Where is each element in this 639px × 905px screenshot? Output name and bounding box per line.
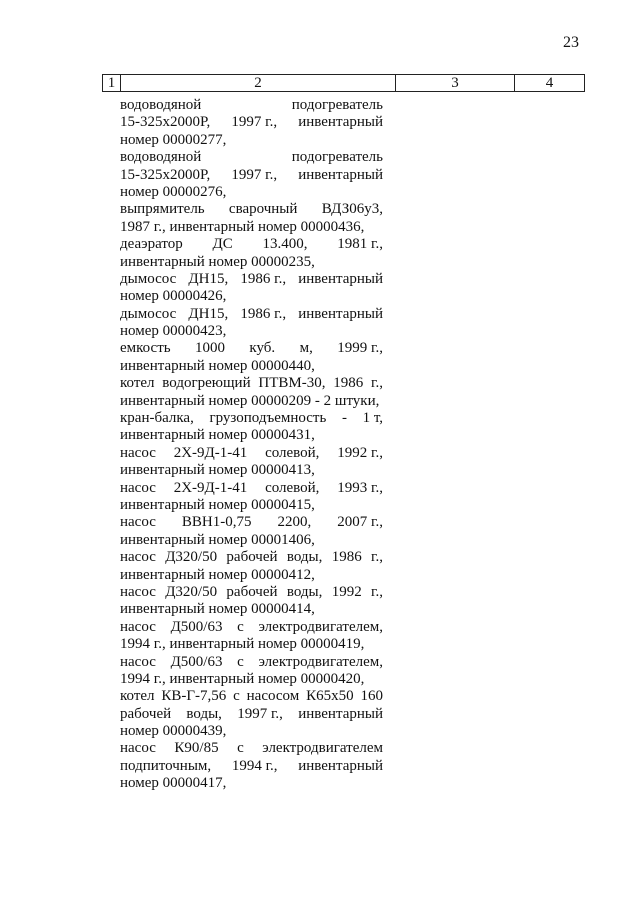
- text-word: с: [237, 740, 244, 757]
- text-word: 1992 г.,: [337, 444, 383, 461]
- text-word: 1992: [331, 583, 362, 600]
- text-word: насос: [120, 479, 156, 496]
- text-word: номер 00000426,: [120, 288, 227, 305]
- text-word: Д500/63: [170, 618, 223, 635]
- text-word: инвентарный номер 00001406,: [120, 531, 315, 548]
- text-word: 2200,: [277, 514, 312, 531]
- text-line: [120, 497, 383, 514]
- text-line: [120, 619, 383, 636]
- text-word: выпрямитель: [120, 201, 205, 218]
- text-line: [120, 236, 383, 253]
- text-word: рабочей: [226, 549, 278, 566]
- text-word: 1997 г.,: [231, 114, 278, 131]
- text-word: 1993 г.,: [337, 479, 383, 496]
- text-word: 13.400,: [262, 236, 308, 253]
- text-word: 1994 г., инвентарный номер 00000419,: [120, 636, 365, 653]
- column-header-1: 1: [103, 75, 121, 92]
- text-word: инвентарный: [298, 166, 383, 183]
- text-word: г.,: [371, 549, 383, 566]
- text-word: номер 00000439,: [120, 723, 227, 740]
- text-line: [120, 654, 383, 671]
- text-word: ПТВМ-30,: [258, 375, 326, 392]
- text-word: номер 00000277,: [120, 131, 227, 148]
- text-line: [120, 323, 383, 340]
- text-line: [120, 149, 383, 166]
- text-word: сварочный: [228, 201, 298, 218]
- text-line: [120, 584, 383, 601]
- text-word: солевой,: [265, 479, 320, 496]
- text-line: [120, 393, 383, 410]
- column-header-table: [102, 74, 585, 92]
- text-line: [120, 340, 383, 357]
- text-line: [120, 567, 383, 584]
- text-word: насос: [120, 444, 156, 461]
- text-word: насос: [120, 618, 156, 635]
- text-line: [120, 219, 383, 236]
- text-word: 1986: [333, 375, 364, 392]
- text-word: водоводяной: [120, 149, 202, 166]
- text-word: с: [237, 618, 244, 635]
- text-word: насос: [120, 583, 156, 600]
- text-line: [120, 97, 383, 114]
- text-word: К90/85: [174, 740, 219, 757]
- text-word: м,: [299, 340, 313, 357]
- text-word: номер 00000423,: [120, 323, 227, 340]
- text-word: котел: [120, 688, 155, 705]
- text-line: [120, 410, 383, 427]
- text-word: инвентарный номер 00000415,: [120, 496, 315, 513]
- text-word: ВВН1-0,75: [181, 514, 252, 531]
- text-word: рабочей: [226, 583, 278, 600]
- text-line: [120, 306, 383, 323]
- text-word: подогреватель: [291, 97, 383, 113]
- text-word: насос: [120, 549, 156, 566]
- text-word: 1997 г.,: [231, 166, 278, 183]
- text-word: 15-325х2000Р,: [120, 114, 211, 131]
- text-line: [120, 601, 383, 618]
- text-line: [120, 184, 383, 201]
- text-line: [120, 462, 383, 479]
- text-word: г.,: [371, 583, 383, 600]
- text-line: [120, 288, 383, 305]
- text-word: водоводяной: [120, 97, 202, 113]
- text-word: водогреющий: [162, 375, 251, 392]
- text-word: 2Х-9Д-1-41: [173, 479, 248, 496]
- text-word: дымосос: [120, 270, 177, 287]
- text-line: [120, 254, 383, 271]
- text-word: деаэратор: [120, 236, 183, 253]
- text-word: г.,: [371, 375, 383, 392]
- text-line: [120, 201, 383, 218]
- text-line: [120, 271, 383, 288]
- text-word: ДН15,: [188, 270, 229, 287]
- column-header-2: 2: [121, 75, 396, 92]
- property-list-text: [120, 97, 383, 793]
- text-word: инвентарный номер 00000413,: [120, 462, 315, 479]
- text-word: инвентарный номер 00000209 - 2 штуки,: [120, 392, 380, 409]
- text-word: инвентарный: [298, 305, 383, 322]
- text-word: 1986 г.,: [240, 305, 287, 322]
- text-word: инвентарный номер 00000235,: [120, 253, 315, 270]
- text-word: куб.: [249, 340, 276, 357]
- page-number: 23: [563, 34, 579, 51]
- text-word: 1994 г., инвентарный номер 00000420,: [120, 670, 365, 687]
- text-word: 1999 г.,: [337, 340, 383, 357]
- text-line: [120, 445, 383, 462]
- text-word: 2Х-9Д-1-41: [173, 444, 248, 461]
- text-word: рабочей: [120, 705, 172, 722]
- text-line: [120, 427, 383, 444]
- column-header-row: [103, 75, 585, 92]
- text-word: 2007 г.,: [337, 514, 383, 531]
- text-line: [120, 636, 383, 653]
- text-word: Д320/50: [165, 549, 218, 566]
- text-word: подпиточным,: [120, 757, 212, 774]
- text-word: инвентарный: [298, 705, 383, 722]
- text-word: насос: [120, 653, 156, 670]
- text-line: [120, 723, 383, 740]
- text-word: 1987 г., инвентарный номер 00000436,: [120, 218, 365, 235]
- text-word: КВ-Г-7,56: [161, 688, 227, 705]
- text-word: инвентарный номер 00000412,: [120, 566, 315, 583]
- text-line: [120, 740, 383, 757]
- text-word: насосом: [246, 688, 300, 705]
- text-word: инвентарный номер 00000440,: [120, 357, 315, 374]
- text-word: 1000: [195, 340, 226, 357]
- text-line: [120, 671, 383, 688]
- text-word: 160: [360, 688, 383, 705]
- text-word: номер 00000417,: [120, 775, 227, 792]
- text-line: [120, 706, 383, 723]
- text-word: инвентарный: [298, 757, 383, 774]
- text-word: инвентарный: [298, 270, 383, 287]
- column-header-3: 3: [396, 75, 515, 92]
- text-word: емкость: [120, 340, 171, 357]
- text-line: [120, 532, 383, 549]
- text-word: дымосос: [120, 305, 177, 322]
- text-word: К65х50: [306, 688, 354, 705]
- text-word: кран-балка,: [120, 410, 194, 427]
- text-line: [120, 480, 383, 497]
- text-word: 1 т,: [362, 410, 383, 427]
- text-word: воды,: [286, 583, 323, 600]
- text-word: с: [237, 653, 244, 670]
- text-line: [120, 167, 383, 184]
- text-line: [120, 775, 383, 792]
- column-header-4: 4: [515, 75, 585, 92]
- text-word: котел: [120, 375, 155, 392]
- text-word: 15-325х2000Р,: [120, 166, 211, 183]
- text-word: 1997 г.,: [237, 705, 283, 722]
- text-word: солевой,: [265, 444, 320, 461]
- text-word: воды,: [186, 705, 222, 722]
- text-word: инвентарный номер 00000414,: [120, 601, 315, 618]
- text-word: электродвигателем,: [258, 653, 383, 670]
- text-word: 1986 г.,: [240, 270, 287, 287]
- text-word: ДС: [212, 236, 233, 253]
- text-word: электродвигателем: [262, 740, 383, 757]
- text-word: -: [341, 410, 347, 427]
- text-word: Д500/63: [170, 653, 223, 670]
- text-word: Д320/50: [165, 583, 218, 600]
- text-word: 1986: [331, 549, 362, 566]
- text-line: [120, 375, 383, 392]
- text-word: насос: [120, 514, 156, 531]
- text-line: [120, 758, 383, 775]
- text-word: 1981 г.,: [337, 236, 383, 253]
- text-word: ДН15,: [188, 305, 229, 322]
- text-line: [120, 358, 383, 375]
- text-word: воды,: [286, 549, 323, 566]
- text-word: с: [233, 688, 240, 705]
- text-word: насос: [120, 740, 156, 757]
- text-word: инвентарный: [298, 114, 383, 131]
- text-word: 1994 г.,: [231, 757, 278, 774]
- text-line: [120, 688, 383, 705]
- text-word: электродвигателем,: [258, 618, 383, 635]
- text-line: [120, 132, 383, 149]
- text-line: [120, 114, 383, 131]
- text-word: ВДЗ06у3,: [321, 201, 383, 218]
- text-word: номер 00000276,: [120, 183, 227, 200]
- text-line: [120, 514, 383, 531]
- text-word: инвентарный номер 00000431,: [120, 427, 315, 444]
- text-word: грузоподъемность: [209, 410, 327, 427]
- text-line: [120, 549, 383, 566]
- text-word: подогреватель: [291, 149, 383, 166]
